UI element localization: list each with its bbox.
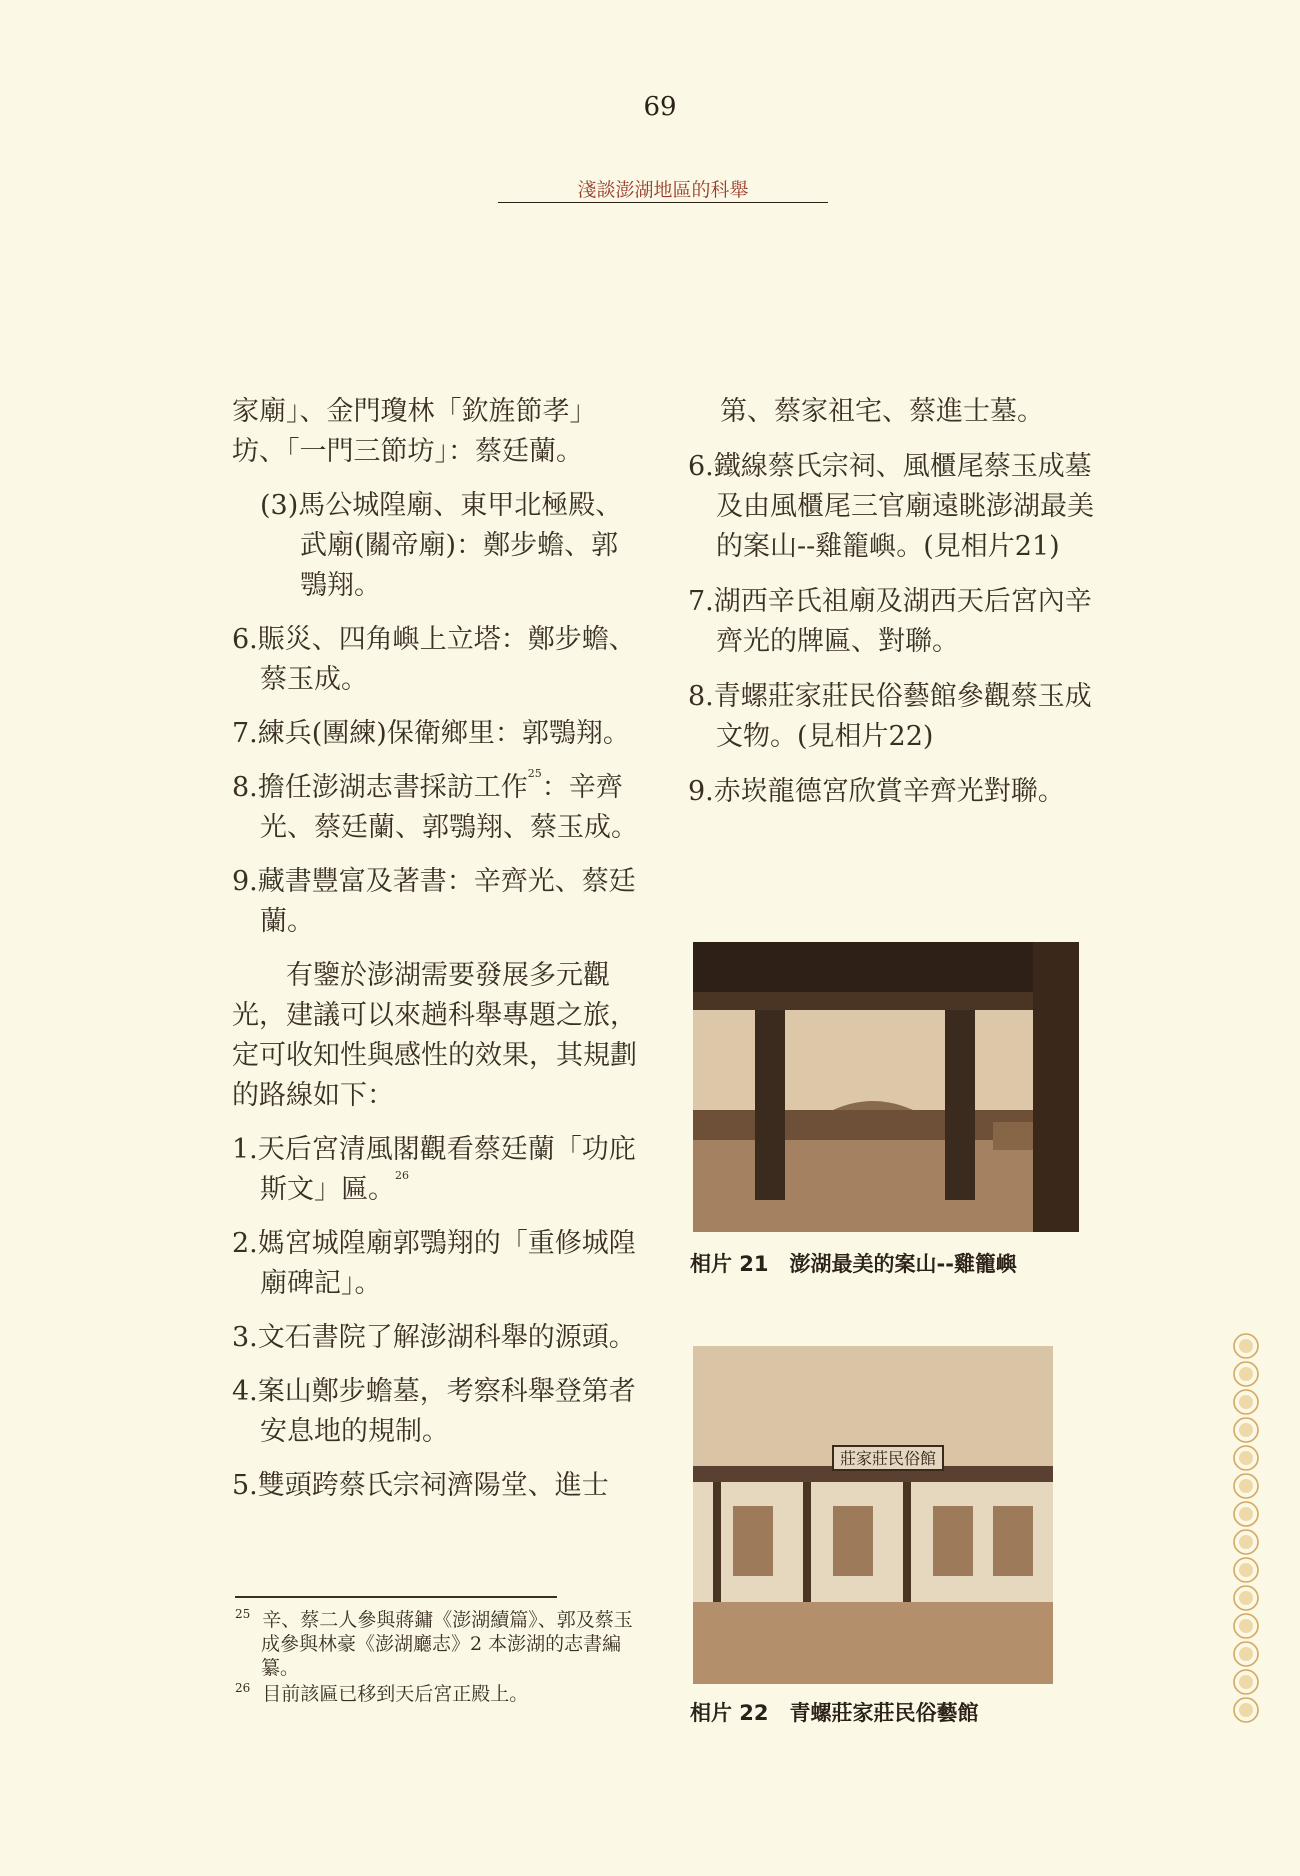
left-paragraph-1: 家廟」、金門瓊林「欽旌節孝」坊、「一門三節坊」：蔡廷蘭。 — [232, 396, 597, 467]
photo-22-caption: 相片 22 青螺莊家莊民俗藝館 — [690, 1701, 979, 1725]
right-paragraph-4: 8.青螺莊家莊民俗藝館參觀蔡玉成文物。(見相片22) — [688, 681, 1092, 752]
footnote-26 — [235, 1682, 635, 1706]
footnote-ref-25: 25 — [527, 767, 542, 780]
left-paragraph-5-tail: ：辛齊光、蔡廷蘭、郭鶚翔、蔡玉成。 — [260, 772, 638, 843]
photo-21-anshan-islet — [693, 942, 1079, 1232]
ornament-pattern-icon — [1228, 1332, 1264, 1742]
right-column — [688, 392, 1098, 827]
left-paragraph-8-text: 1.天后宮清風閣觀看蔡廷蘭「功庇斯文」匾。 — [232, 1134, 636, 1205]
photo-21-image — [693, 942, 1079, 1232]
left-paragraph-intro: 有鑒於澎湖需要發展多元觀光，建議可以來趟科舉專題之旅，定可收知性與感性的效果，其規劃的路線如下： — [232, 960, 637, 1111]
footnote-ref-26: 26 — [395, 1169, 409, 1182]
right-paragraph-3: 7.湖西辛氏祖廟及湖西天后宮內辛齊光的牌匾、對聯。 — [688, 586, 1092, 657]
left-paragraph-12: 5.雙頭跨蔡氏宗祠濟陽堂、進士 — [232, 1470, 609, 1501]
footnote-25-text: 辛、蔡二人參與蔣鏞《澎湖續篇》、郭及蔡玉成參與林豪《澎湖廳志》2 本澎湖的志書編纂。 — [261, 1609, 633, 1679]
footnote-25 — [235, 1608, 635, 1680]
right-paragraph-5: 9.赤崁龍德宮欣賞辛齊光對聯。 — [688, 776, 1065, 807]
left-paragraph-5 — [232, 768, 644, 848]
photo-22-image — [693, 1346, 1053, 1684]
museum-sign-text: 莊家莊民俗館 — [839, 1449, 937, 1468]
photo-22-folk-museum — [693, 1346, 1053, 1684]
footnote-26-number: 26 — [235, 1681, 251, 1695]
footnote-26-text: 目前該匾已移到天后宮正殿上。 — [262, 1683, 529, 1705]
left-paragraph-3: 6.賑災、四角嶼上立塔：鄭步蟾、蔡玉成。 — [232, 624, 636, 695]
decorative-side-ornament — [1228, 1332, 1264, 1742]
left-paragraph-4: 7.練兵(團練)保衛鄉里：郭鶚翔。 — [232, 718, 630, 749]
photo-21-caption: 相片 21 澎湖最美的案山--雞籠嶼 — [690, 1252, 1017, 1276]
footnotes — [235, 1608, 635, 1708]
left-paragraph-8 — [232, 1130, 644, 1210]
left-paragraph-10: 3.文石書院了解澎湖科舉的源頭。 — [232, 1322, 636, 1353]
left-column — [232, 392, 644, 1520]
left-paragraph-9: 2.媽宮城隍廟郭鶚翔的「重修城隍廟碑記」。 — [232, 1228, 636, 1299]
left-paragraph-5-text: 8.擔任澎湖志書採訪工作 — [232, 772, 528, 803]
footnote-rule — [235, 1596, 557, 1598]
left-paragraph-6: 9.藏書豐富及著書：辛齊光、蔡廷蘭。 — [232, 866, 636, 937]
left-paragraph-11: 4.案山鄭步蟾墓，考察科舉登第者安息地的規制。 — [232, 1376, 636, 1447]
right-paragraph-2: 6.鐵線蔡氏宗祠、風櫃尾蔡玉成墓及由風櫃尾三官廟遠眺澎湖最美的案山--雞籠嶼。(見相片21) — [688, 451, 1094, 562]
left-paragraph-2: (3)馬公城隍廟、東甲北極殿、武廟(關帝廟)：鄭步蟾、郭鶚翔。 — [260, 490, 623, 601]
footnote-25-number: 25 — [235, 1607, 251, 1621]
page-number: 69 — [643, 92, 677, 122]
header-rule — [498, 202, 828, 203]
right-paragraph-1: 第、蔡家祖宅、蔡進士墓。 — [720, 396, 1044, 427]
running-header: 淺談澎湖地區的科舉 — [577, 179, 749, 201]
